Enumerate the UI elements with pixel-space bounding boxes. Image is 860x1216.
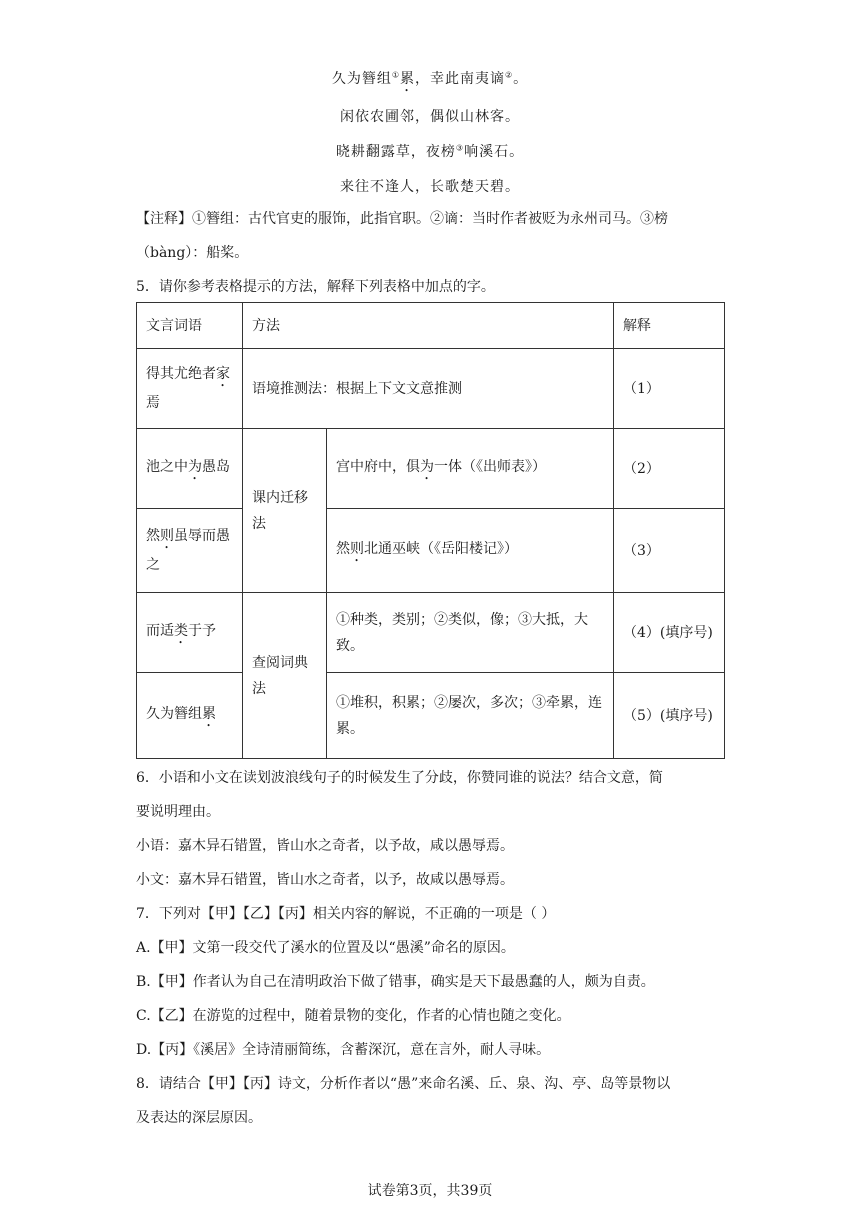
note-line-1: 【注释】①簪组：古代官吏的服饰，此指官职。②谪：当时作者被贬为永州司马。③榜: [136, 211, 668, 227]
header-method: 方法: [243, 303, 614, 349]
answer-cell: （2）: [614, 429, 725, 509]
question-7-option-b: B.【甲】作者认为自己在清明政治下做了错事，确实是天下最愚蠢的人，颇为自责。: [136, 974, 655, 990]
table-row: [137, 429, 725, 509]
example-cell: 然则北通巫峡（《岳阳楼记》）: [327, 509, 614, 593]
header-answer: 解释: [614, 303, 725, 349]
question-7-option-d: D.【丙】《溪居》全诗清丽简练，含蓄深沉，意在言外，耐人寻味。: [136, 1042, 551, 1058]
method-group-cell: 课内迁移法: [243, 429, 327, 593]
header-word: 文言词语: [137, 303, 243, 349]
table-row: [137, 349, 725, 429]
page-footer: 试卷第3页，共39页: [367, 1183, 493, 1199]
answer-cell: （4）(填序号): [614, 593, 725, 673]
word-cell: 而适类于予: [137, 593, 243, 673]
question-6-stem-2: 要说明理由。: [136, 804, 220, 820]
poem-line-1: 久为簪组①累，幸此南夷谪②。: [331, 70, 529, 87]
word-cell: 然则虽辱而愚之: [137, 509, 243, 593]
poem-line-4: 来往不逢人，长歌楚天碧。: [340, 179, 520, 195]
table-row: [137, 673, 725, 759]
word-cell: 久为簪组累: [137, 673, 243, 759]
word-cell: 得其尤绝者家焉: [137, 349, 243, 429]
poem-line-2: 闲依农圃邻，偶似山林客。: [340, 109, 520, 125]
question-7-stem: 7．下列对【甲】【乙】【丙】相关内容的解说，不正确的一项是（ ）: [136, 906, 556, 922]
example-cell: 宫中府中，俱为一体（《出师表》）: [327, 429, 614, 509]
question-5-stem: 5．请你参考表格提示的方法，解释下列表格中加点的字。: [136, 279, 495, 295]
table-row: [137, 509, 725, 593]
answer-cell: （5）(填序号): [614, 673, 725, 759]
example-cell: ①堆积，积累；②屡次，多次；③牵累，连累。: [327, 673, 614, 759]
question-6-xiaoyu: 小语：嘉木异石错置，皆山水之奇者，以予故，咸以愚辱焉。: [136, 838, 514, 854]
question-7-option-c: C.【乙】在游览的过程中，随着景物的变化，作者的心情也随之变化。: [136, 1008, 571, 1024]
poem-line-3: 晓耕翻露草，夜榜③响溪石。: [335, 143, 525, 160]
example-cell: ①种类，类别；②类似，像；③大抵，大致。: [327, 593, 614, 673]
method-group-cell: 查阅词典法: [243, 593, 327, 759]
question-6-xiaowen: 小文：嘉木异石错置，皆山水之奇者，以予，故咸以愚辱焉。: [136, 872, 514, 888]
answer-cell: （1）: [614, 349, 725, 429]
method-cell: 语境推测法：根据上下文文意推测: [243, 349, 614, 429]
vocabulary-table: [136, 302, 725, 759]
answer-cell: （3）: [614, 509, 725, 593]
table-header-row: [137, 303, 725, 349]
question-7-option-a: A.【甲】文第一段交代了溪水的位置及以“愚溪”命名的原因。: [136, 940, 515, 956]
word-cell: 池之中为愚岛: [137, 429, 243, 509]
note-line-2: （bàng）：船桨。: [136, 245, 249, 261]
table-row: [137, 593, 725, 673]
question-6-stem-1: 6．小语和小文在读划波浪线句子的时候发生了分歧，你赞同谁的说法？结合文意，简: [136, 770, 663, 786]
question-8-stem-1: 8．请结合【甲】【丙】诗文，分析作者以“愚”来命名溪、丘、泉、沟、亭、岛等景物以: [136, 1076, 671, 1092]
question-8-stem-2: 及表达的深层原因。: [136, 1110, 262, 1126]
